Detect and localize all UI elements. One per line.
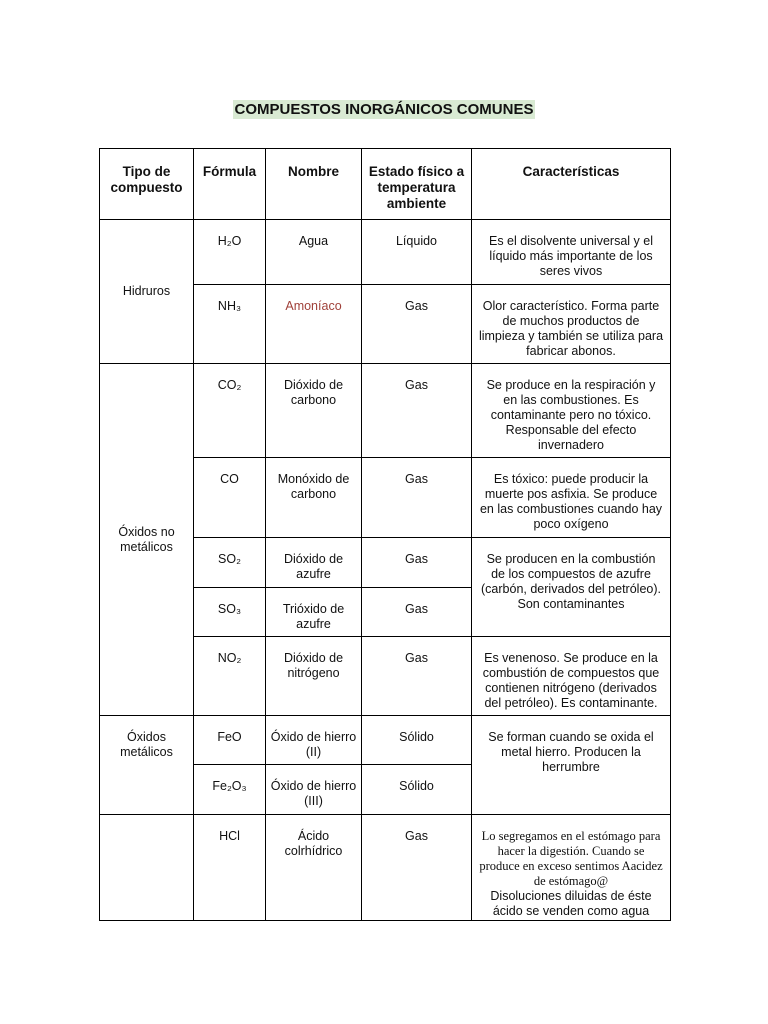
cell-caracteristicas bbox=[472, 815, 671, 921]
cell-estado: Sólido bbox=[362, 765, 472, 815]
cell-formula: SO₃ bbox=[194, 588, 266, 637]
document-title-text: COMPUESTOS INORGÁNICOS COMUNES bbox=[234, 101, 534, 118]
header-tipo: Tipo de compuesto bbox=[100, 149, 194, 220]
group-oxidos-metalicos: Óxidos metálicos bbox=[100, 716, 194, 815]
cell-estado: Gas bbox=[362, 538, 472, 588]
cell-nombre: Amoníaco bbox=[266, 285, 362, 364]
cell-estado: Gas bbox=[362, 588, 472, 637]
cell-nombre: Trióxido de azufre bbox=[266, 588, 362, 637]
header-nombre: Nombre bbox=[266, 149, 362, 220]
cell-formula: Fe₂O₃ bbox=[194, 765, 266, 815]
cell-estado: Gas bbox=[362, 285, 472, 364]
cell-estado: Líquido bbox=[362, 220, 472, 285]
cell-nombre: Agua bbox=[266, 220, 362, 285]
header-caracteristicas: Características bbox=[472, 149, 671, 220]
compounds-table bbox=[99, 148, 671, 921]
header-formula: Fórmula bbox=[194, 149, 266, 220]
cell-estado: Gas bbox=[362, 458, 472, 538]
cell-formula: FeO bbox=[194, 716, 266, 765]
table-header-row bbox=[100, 149, 671, 220]
cell-nombre: Dióxido de carbono bbox=[266, 364, 362, 458]
cell-caracteristicas: Se producen en la combustión de los compuestos de azufre (carbón, derivados del petróleo). Son contaminantes bbox=[472, 538, 671, 637]
cell-formula: SO₂ bbox=[194, 538, 266, 588]
cell-nombre: Ácido colrhídrico bbox=[266, 815, 362, 921]
cell-nombre: Óxido de hierro (III) bbox=[266, 765, 362, 815]
cell-nombre: Dióxido de nitrógeno bbox=[266, 637, 362, 716]
table-row bbox=[100, 364, 671, 458]
cell-caracteristicas: Es el disolvente universal y el líquido más importante de los seres vivos bbox=[472, 220, 671, 285]
cell-nombre: Monóxido de carbono bbox=[266, 458, 362, 538]
cell-formula: CO₂ bbox=[194, 364, 266, 458]
cell-estado: Gas bbox=[362, 637, 472, 716]
group-hidruros: Hidruros bbox=[100, 220, 194, 364]
table-row bbox=[100, 220, 671, 285]
cell-caracteristicas-serif: Lo segregamos en el estómago para hacer la digestión. Cuando se produce en exceso sentimos Aacidez de estómago@ bbox=[479, 829, 663, 888]
document-title bbox=[0, 101, 768, 119]
cell-formula: NH₃ bbox=[194, 285, 266, 364]
cell-estado: Gas bbox=[362, 364, 472, 458]
cell-caracteristicas: Se produce en la respiración y en las combustiones. Es contaminante pero no tóxico. Responsable del efecto invernadero bbox=[472, 364, 671, 458]
cell-caracteristicas-sans: Disoluciones diluidas de éste ácido se venden como agua bbox=[490, 889, 652, 918]
cell-caracteristicas: Es venenoso. Se produce en la combustión de compuestos que contienen nitrógeno (derivados del petróleo). Es contaminante. bbox=[472, 637, 671, 716]
cell-formula: CO bbox=[194, 458, 266, 538]
header-estado: Estado físico a temperatura ambiente bbox=[362, 149, 472, 220]
cell-formula: H₂O bbox=[194, 220, 266, 285]
cell-caracteristicas: Es tóxico: puede producir la muerte pos asfixia. Se produce en las combustiones cuando hay poco oxígeno bbox=[472, 458, 671, 538]
cell-caracteristicas: Se forman cuando se oxida el metal hierro. Producen la herrumbre bbox=[472, 716, 671, 815]
table-row bbox=[100, 716, 671, 765]
cell-estado: Sólido bbox=[362, 716, 472, 765]
table-row bbox=[100, 815, 671, 921]
group-acidos bbox=[100, 815, 194, 921]
group-oxidos-no-metalicos: Óxidos no metálicos bbox=[100, 364, 194, 716]
cell-formula: HCl bbox=[194, 815, 266, 921]
cell-nombre: Dióxido de azufre bbox=[266, 538, 362, 588]
cell-nombre: Óxido de hierro (II) bbox=[266, 716, 362, 765]
cell-formula: NO₂ bbox=[194, 637, 266, 716]
cell-estado: Gas bbox=[362, 815, 472, 921]
cell-caracteristicas: Olor característico. Forma parte de muchos productos de limpieza y también se utiliza para fabricar abonos. bbox=[472, 285, 671, 364]
